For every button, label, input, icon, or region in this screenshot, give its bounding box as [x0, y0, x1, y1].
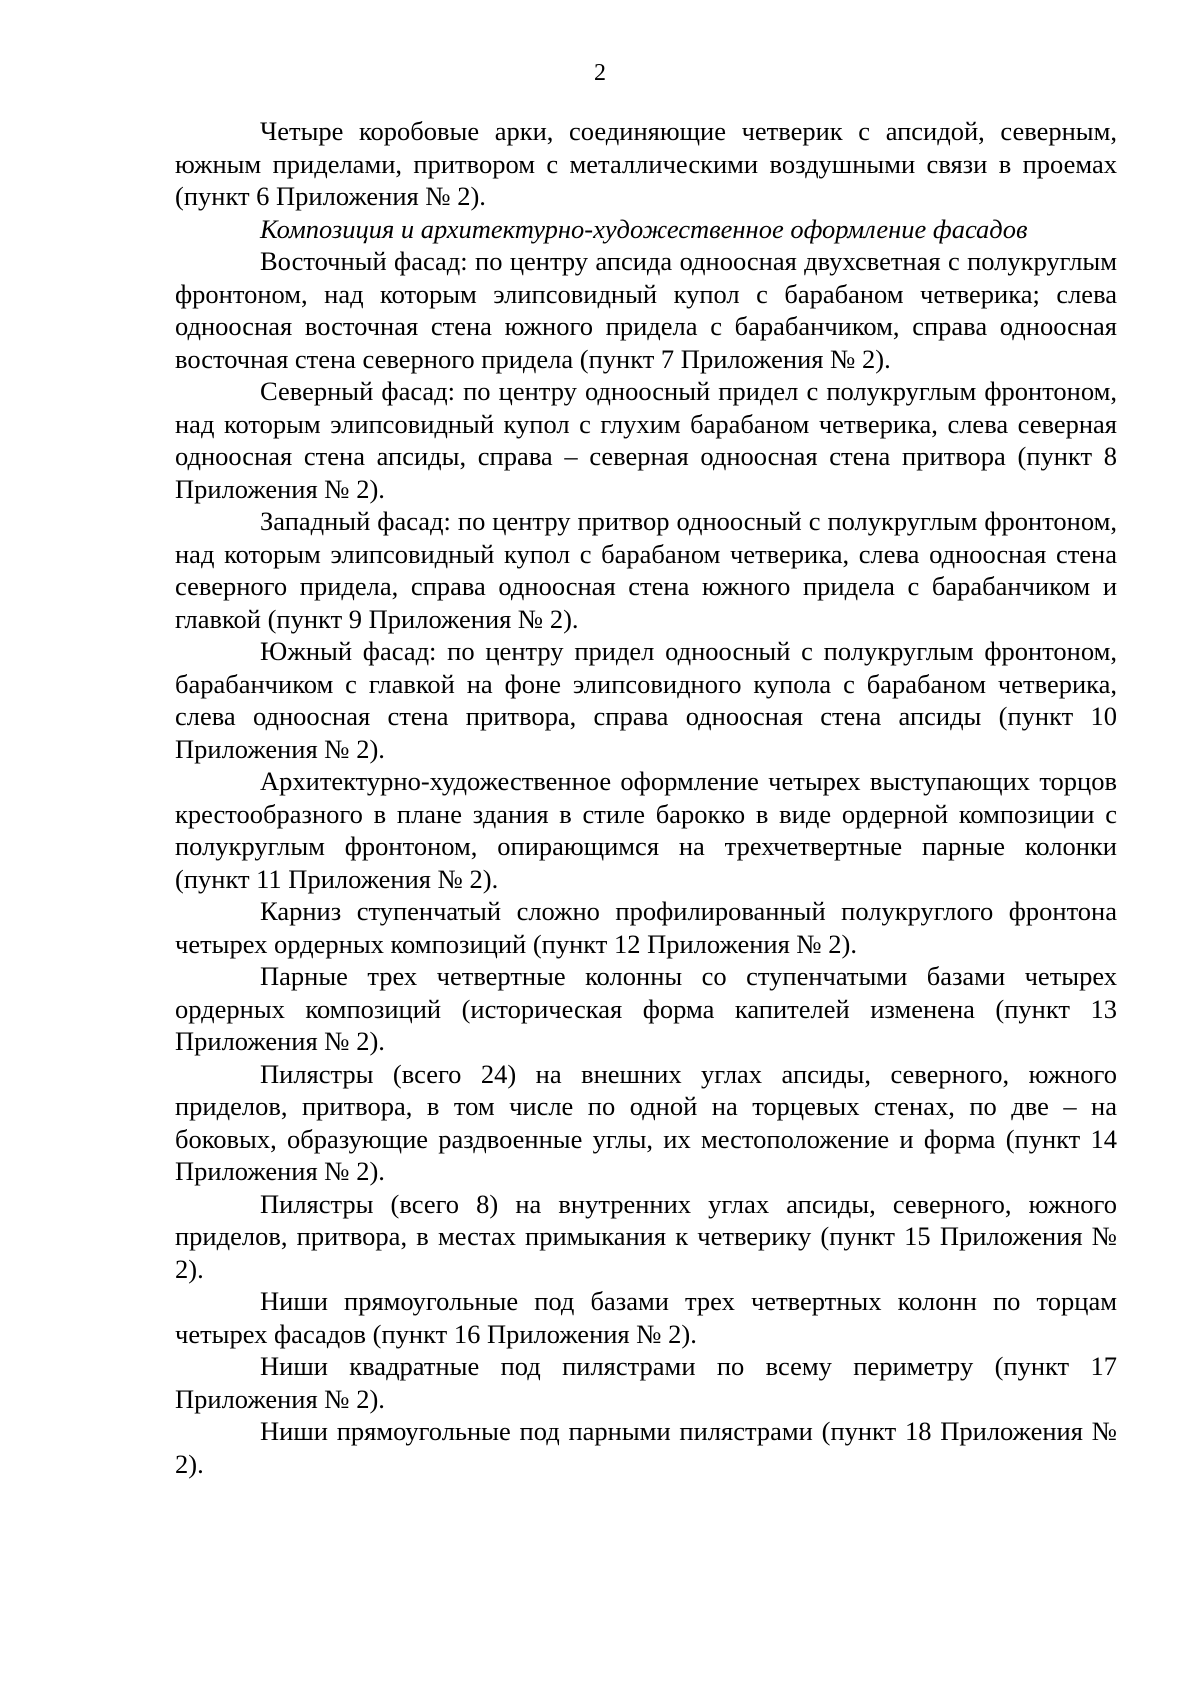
- paragraph-paired-columns: Парные трех четвертные колонны со ступенчатыми базами четырех ордерных композиций (историческая форма капителей изменена (пункт 13 Приложения № 2).: [175, 961, 1117, 1056]
- page-number: 2: [594, 60, 606, 86]
- paragraph-square-niches: Ниши квадратные под пилястрами по всему периметру (пункт 17 Приложения № 2).: [175, 1351, 1117, 1414]
- paragraph-west-facade: Западный фасад: по центру притвор одноосный с полукруглым фронтоном, над которым элипсовидный купол с барабаном четверика, слева одноосная стена северного придела, справа одноосная стена южного придела с барабанчиком и главкой (пункт 9 Приложения № 2).: [175, 506, 1117, 634]
- paragraph-cornice: Карниз ступенчатый сложно профилированный полукруглого фронтона четырех ордерных композиций (пункт 12 Приложения № 2).: [175, 896, 1117, 959]
- section-heading-facades: Композиция и архитектурно-художественное оформление фасадов: [260, 213, 1028, 244]
- paragraph-outer-pilasters: Пилястры (всего 24) на внешних углах апсиды, северного, южного приделов, притвора, в том числе по одной на торцевых стенах, по две – на боковых, образующие раздвоенные углы, их местоположение и форма (пункт 14 Приложения № 2).: [175, 1058, 1117, 1186]
- paragraph-paired-pilaster-niches: Ниши прямоугольные под парными пилястрами (пункт 18 Приложения № 2).: [175, 1416, 1117, 1479]
- paragraph-rectangular-niches: Ниши прямоугольные под базами трех четвертных колонн по торцам четырех фасадов (пункт 16 Приложения № 2).: [175, 1286, 1117, 1349]
- paragraph-south-facade: Южный фасад: по центру придел одноосный с полукруглым фронтоном, барабанчиком с главкой на фоне элипсовидного купола с барабаном четверика, слева одноосная стена притвора, справа одноосная стена апсиды (пункт 10 Приложения № 2).: [175, 636, 1117, 764]
- paragraph-baroque-decoration: Архитектурно-художественное оформление четырех выступающих торцов крестообразного в плане здания в стиле барокко в виде ордерной композиции с полукруглым фронтоном, опирающимся на трехчетвертные парные колонки (пункт 11 Приложения № 2).: [175, 766, 1117, 894]
- paragraph-arches: Четыре коробовые арки, соединяющие четверик с апсидой, северным, южным приделами, притвором с металлическими воздушными связи в проемах (пункт 6 Приложения № 2).: [175, 116, 1117, 211]
- document-body: [175, 115, 1117, 1480]
- paragraph-east-facade: Восточный фасад: по центру апсида одноосная двухсветная с полукруглым фронтоном, над которым элипсовидный купол с барабаном четверика; слева одноосная восточная стена южного придела с барабанчиком, справа одноосная восточная стена северного придела (пункт 7 Приложения № 2).: [175, 246, 1117, 374]
- paragraph-north-facade: Северный фасад: по центру одноосный придел с полукруглым фронтоном, над которым элипсовидный купол с глухим барабаном четверика, слева северная одноосная стена апсиды, справа – северная одноосная стена притвора (пункт 8 Приложения № 2).: [175, 376, 1117, 504]
- paragraph-inner-pilasters: Пилястры (всего 8) на внутренних углах апсиды, северного, южного приделов, притвора, в местах примыкания к четверику (пункт 15 Приложения № 2).: [175, 1188, 1117, 1284]
